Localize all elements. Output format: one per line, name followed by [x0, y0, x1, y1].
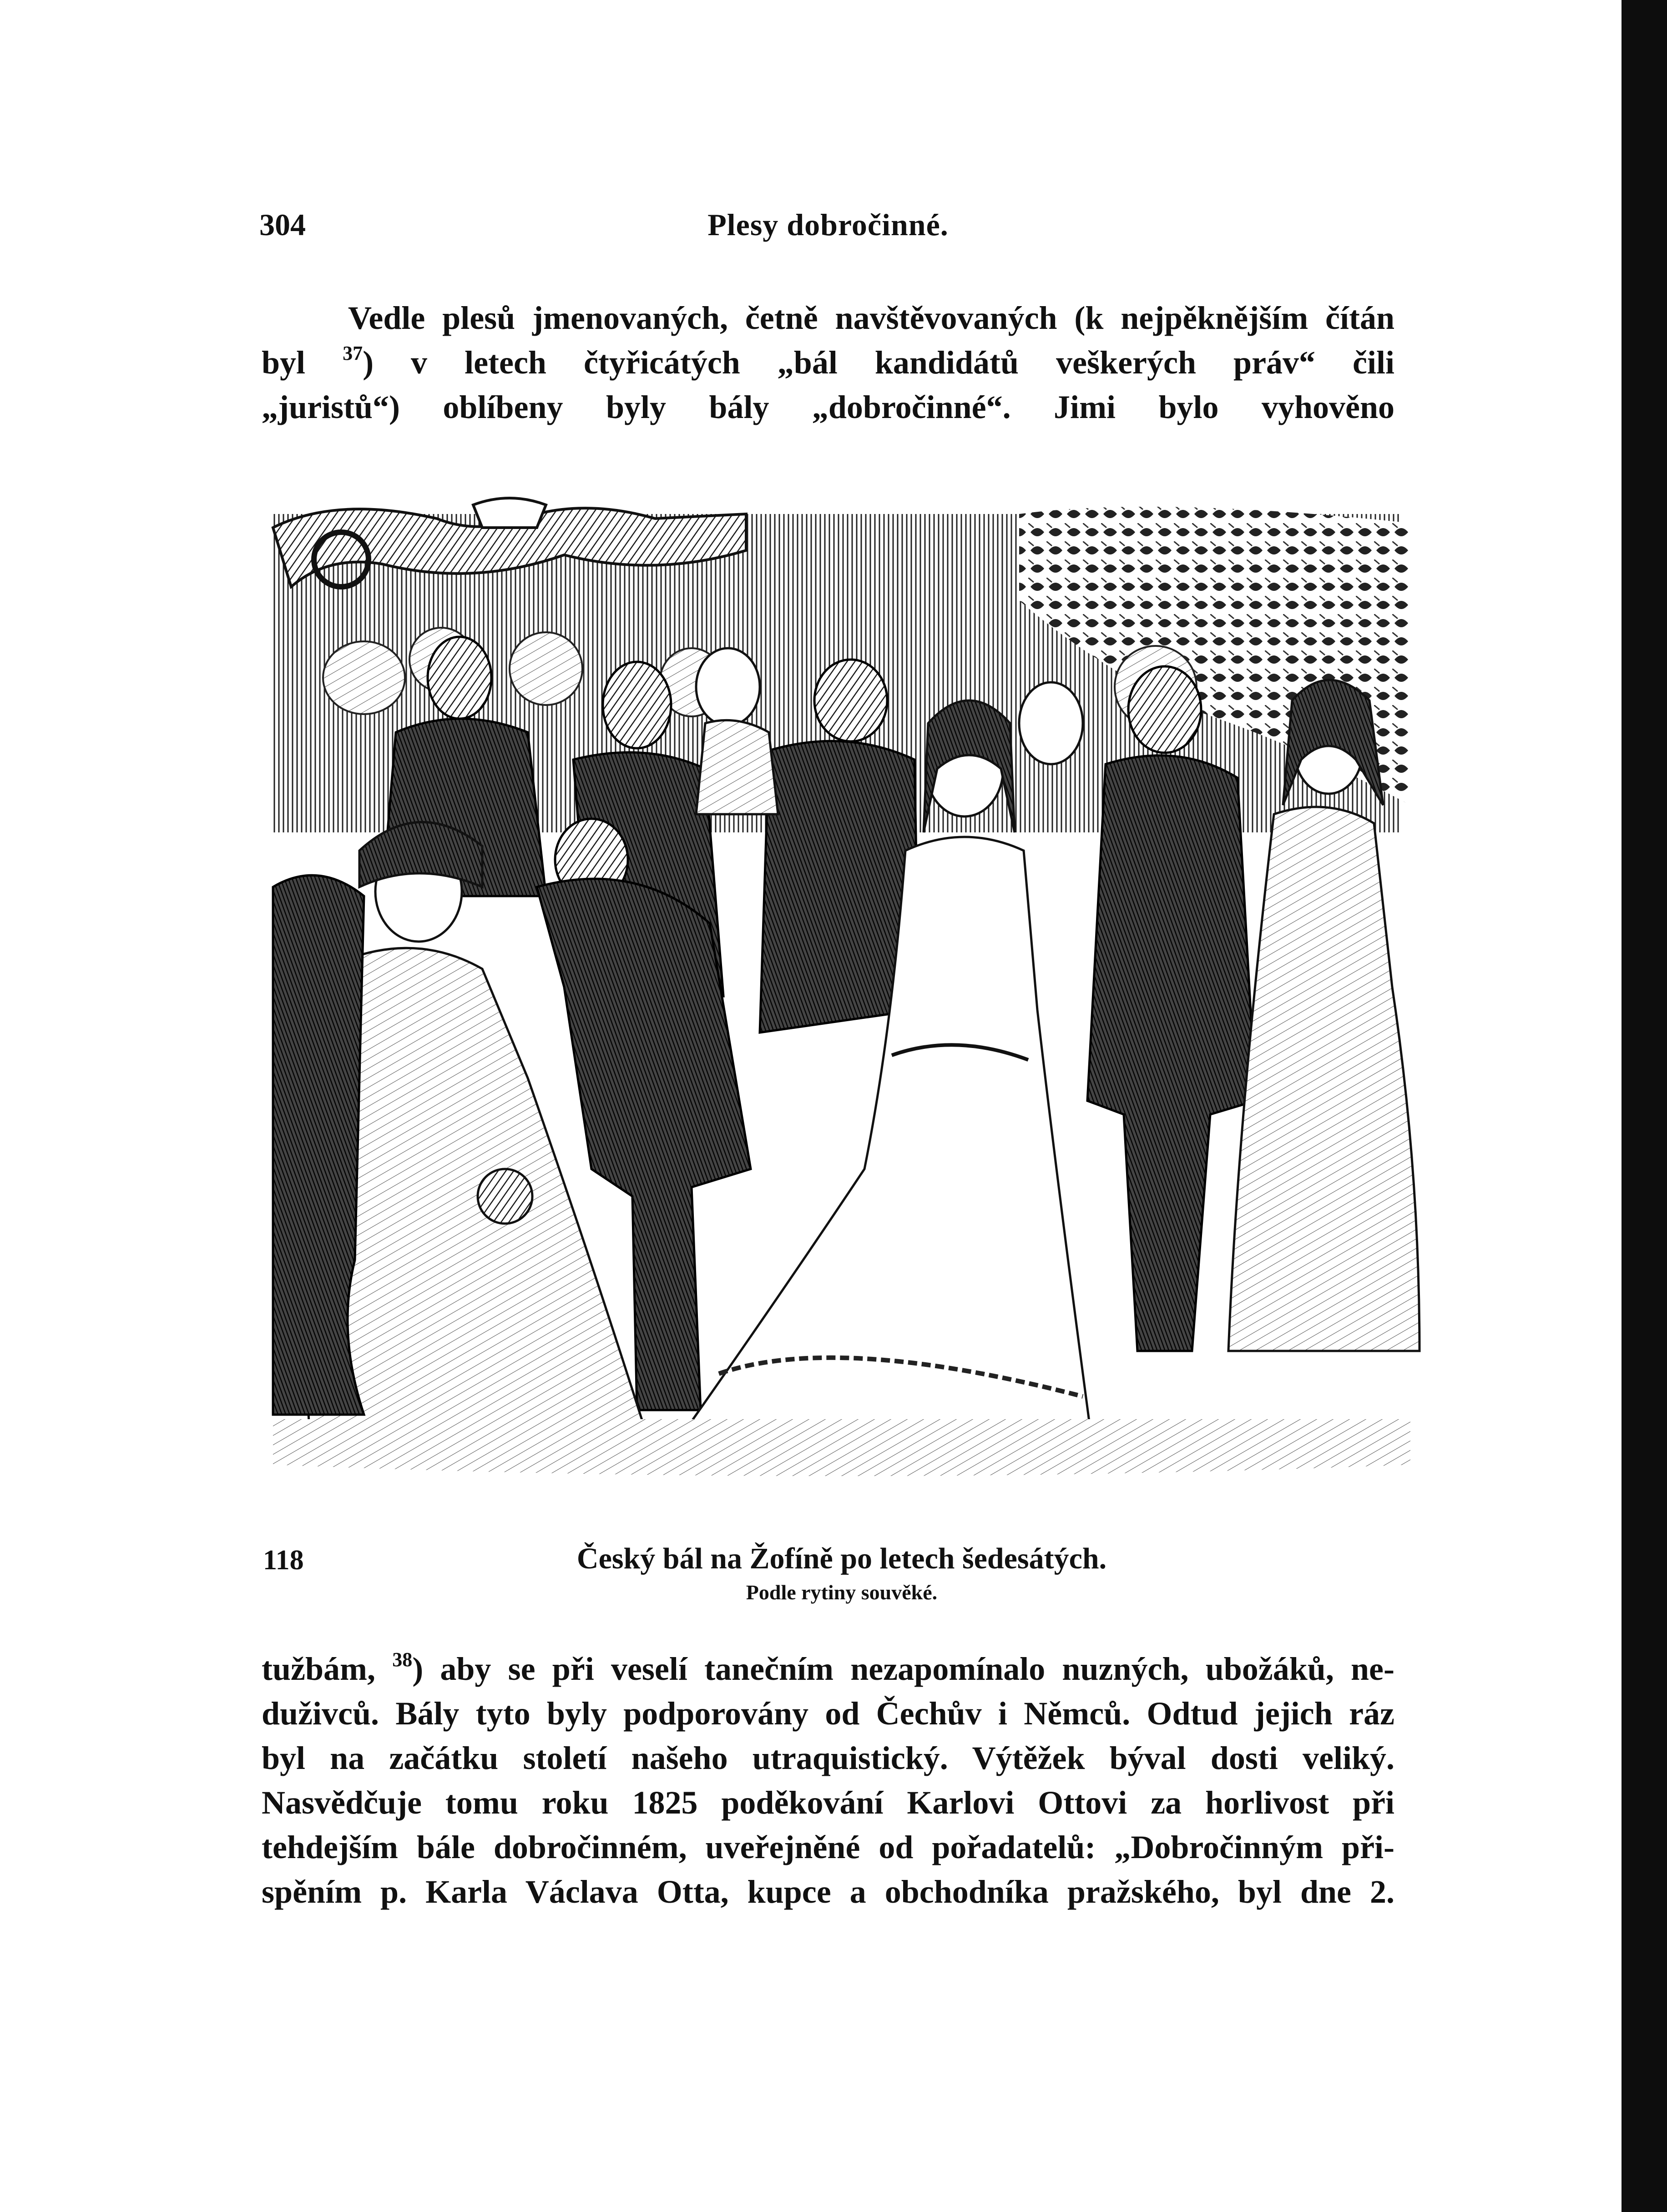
caption-title: Český bál na Žofíně po letech šedesátých.: [576, 1542, 1107, 1575]
footnote-ref: 37: [343, 342, 363, 364]
text-line: tehdejším bále dobročinném, uveřejněné od pořadatelů: „Dobročinným při-: [262, 1829, 1394, 1865]
text-line: duživců. Bály tyto byly podporovány od Čechův i Němců. Odtud jejich ráz: [262, 1695, 1394, 1732]
paragraph-2: [262, 1647, 1394, 1914]
footnote-ref: 38: [392, 1648, 413, 1671]
text-line: spěním p. Karla Václava Otta, kupce a obchodníka pražského, byl dne 2.: [262, 1874, 1394, 1910]
page-header: [259, 207, 1397, 257]
text-line: tužbám, $^{38}$) aby se při veselí tanečním nezapomínalo nuzných, ubožáků, ne-: [262, 1648, 1394, 1687]
text-line: Vedle plesů jmenovaných, četně navštěvovaných (k nejpěknějším čítán: [348, 300, 1394, 336]
running-title: Plesy dobročinné.: [707, 207, 949, 242]
text-line: Nasvědčuje tomu roku 1825 poděkování Karlovi Ottovi za horlivost při: [262, 1784, 1394, 1821]
page-number: 304: [259, 207, 306, 242]
text-line: „juristů“) oblíbeny byly bály „dobročinné“. Jimi bylo vyhověno: [262, 389, 1394, 425]
paragraph-1: [262, 296, 1394, 429]
text-line: byl na začátku století našeho utraquistický. Výtěžek býval dosti veliký.: [262, 1740, 1394, 1776]
text-line: byl $^{37}$) v letech čtyřicátých „bál kandidátů veškerých práv“ čili: [262, 342, 1395, 381]
caption-credit: Podle rytiny souvěké.: [746, 1581, 938, 1604]
figure-number: 118: [263, 1545, 304, 1576]
figure-caption: [409, 1540, 1274, 1607]
scan-edge: [1622, 0, 1667, 2212]
ball-scene-engraving: [246, 487, 1429, 1501]
engraving-illustration: [246, 487, 1429, 1501]
